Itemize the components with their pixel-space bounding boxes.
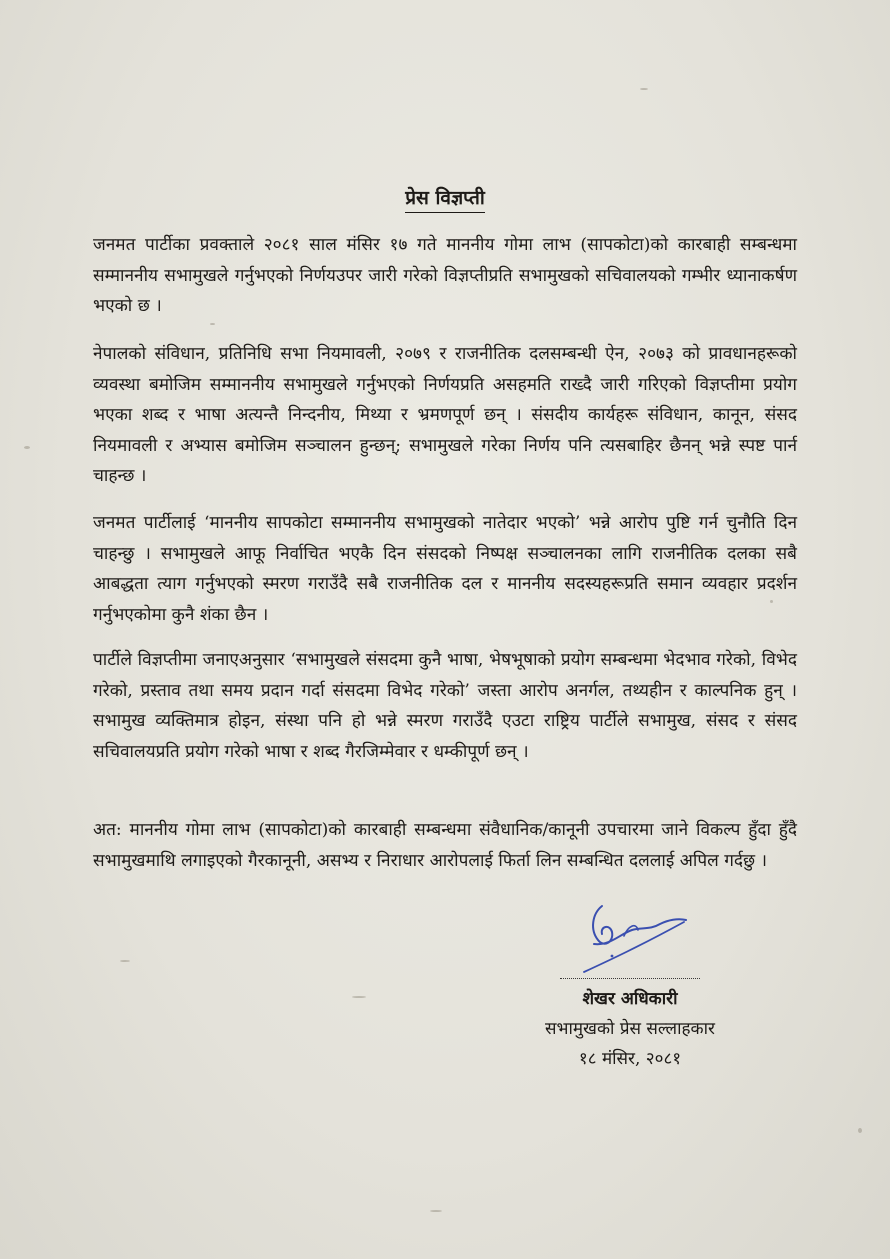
- paper-fleck: [210, 323, 215, 325]
- paragraph-3: जनमत पार्टीलाई ‘माननीय सापकोटा सम्माननीय सभामुखको नातेदार भएको’ भन्ने आरोप पुष्टि गर्न चुनौति दिन चाहन्छु । सभामुखले आफू निर्वाचित भएकै दिन संसदको निष्पक्ष सञ्चालनका लागि राजनीतिक दलका सबै आबद्धता त्याग गर्नुभएको स्मरण गराउँदै सबै राजनीतिक दल र माननीय सदस्यहरूप्रति समान व्यवहार प्रदर्शन गर्नुभएकोमा कुनै शंका छैन ।: [93, 513, 797, 625]
- paragraph-1: जनमत पार्टीका प्रवक्ताले २०८१ साल मंसिर १७ गते माननीय गोमा लाभ (सापकोटा)को कारबाही सम्बन्धमा सम्माननीय सभामुखले गर्नुभएको निर्णयउपर जारी गरेको विज्ञप्तीप्रति सभामुखको सचिवालयको गम्भीर ध्यानाकर्षण भएको छ ।: [93, 235, 797, 316]
- paper-fleck: [352, 996, 366, 998]
- signatory-position: सभामुखको प्रेस सल्लाहकार: [545, 1019, 715, 1039]
- paper-fleck: [858, 1128, 862, 1133]
- paper-fleck: [24, 446, 30, 449]
- paragraph-2: नेपालको संविधान, प्रतिनिधि सभा नियमावली, २०७९ र राजनीतिक दलसम्बन्धी ऐन, २०७३ को प्रावधानहरूको व्यवस्था बमोजिम सम्माननीय सभामुखले गर्नुभएको निर्णयप्रति असहमति राख्दै जारी गरिएको विज्ञप्तीमा प्रयोग भएका शब्द र भाषा अत्यन्तै निन्दनीय, मिथ्या र भ्रमणपूर्ण छन् । संसदीय कार्यहरू संविधान, कानून, संसद नियमावली र अभ्यास बमोजिम सञ्चालन हुन्छन्; सभामुखले गरेका निर्णय पनि त्यसबाहिर छैनन् भन्ने स्पष्ट पार्न चाहन्छ ।: [93, 344, 797, 486]
- signatory-name: शेखर अधिकारी: [582, 989, 678, 1009]
- paper-fleck: [640, 88, 648, 90]
- signature-dotted-line: [560, 978, 700, 979]
- paragraph-4: पार्टीले विज्ञप्तीमा जनाएअनुसार ‘सभामुखले संसदमा कुनै भाषा, भेषभूषाको प्रयोग सम्बन्धमा भेदभाव गरेको, विभेद गरेको, प्रस्ताव तथा समय प्रदान गर्दा संसदमा विभेद गरेको’ जस्ता आरोप अनर्गल, तथ्यहीन र काल्पनिक हुन् । सभामुख व्यक्तिमात्र होइन, संस्था पनि हो भन्ने स्मरण गराउँदै एउटा राष्ट्रिय पार्टीले सभामुख, संसद र संसद सचिवालयप्रति प्रयोग गरेको भाषा र शब्द गैरजिम्मेवार र धम्कीपूर्ण छन् ।: [93, 650, 797, 762]
- handwritten-signature: [580, 900, 690, 976]
- paper-fleck: [120, 960, 130, 962]
- paper-fleck: [430, 1210, 442, 1212]
- title-text: प्रेस विज्ञप्ती: [405, 187, 485, 213]
- release-date: १८ मंसिर, २०८१: [578, 1049, 682, 1069]
- signature-block: [500, 900, 760, 1080]
- press-release-title: [0, 184, 890, 210]
- paragraph-5: अत: माननीय गोमा लाभ (सापकोटा)को कारबाही सम्बन्धमा संवैधानिक/कानूनी उपचारमा जाने विकल्प हुँदा हुँदै सभामुखमाथि लगाइएको गैरकानूनी, असभ्य र निराधार आरोपलाई फिर्ता लिन सम्बन्धित दललाई अपिल गर्दछु ।: [93, 820, 797, 871]
